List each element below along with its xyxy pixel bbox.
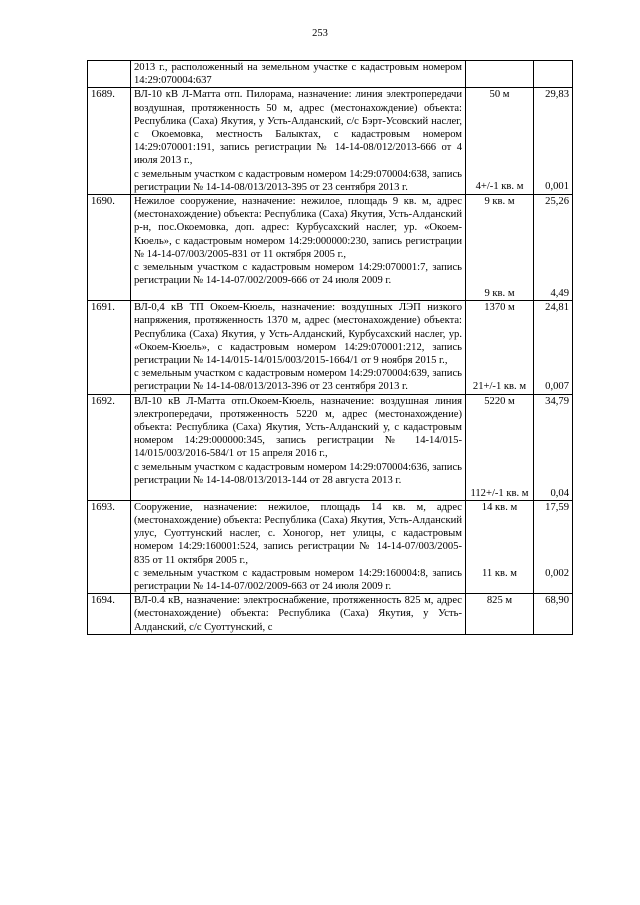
object-quantity: 9 кв. м (484, 196, 515, 208)
table-row (88, 195, 573, 301)
land-quantity: 21+/-1 кв. м (472, 381, 527, 393)
object-description: Нежилое сооружение, назначение: нежилое, площадь 9 кв. м, адрес (местонахождение) объекта: Республика (Саха) Якутия, Усть-Алданский р-н, пос.Окоемовка, доп. адрес: Курбусахский наслег, ур. «Окоем-Кюель», с кадастровым номером 14:29:000000:230, запись регистрации № 14-14-07/003/2005-831 от 11 октября 2005 г., (134, 196, 462, 260)
row-value (534, 500, 573, 593)
object-value: 34,79 (545, 395, 569, 407)
row-value (534, 301, 573, 394)
land-plot-description: с земельным участком с кадастровым номером 14:29:070004:636, запись регистрации № 14-14-08/013/2013-144 от 28 августа 2013 г. (134, 461, 462, 486)
land-quantity: 11 кв. м (482, 567, 517, 579)
land-plot-description: с земельным участком с кадастровым номером 14:29:070004:639, запись регистрации № 14-14-08/013/2013-396 от 23 сентября 2013 г. (134, 368, 462, 393)
object-value: 25,26 (545, 196, 569, 208)
table-row (88, 88, 573, 195)
page-number: 253 (312, 28, 328, 39)
object-value: 17,59 (545, 501, 569, 513)
row-value (534, 61, 573, 88)
land-plot-description: с земельным участком с кадастровым номером 14:29:070001:7, запись регистрации № 14-14-07/002/2009-666 от 24 июля 2009 г. (134, 262, 462, 287)
land-plot-description: с земельным участком с кадастровым номером 14:29:070004:638, запись регистрации № 14-14-08/013/2013-395 от 23 сентября 2013 г. (134, 168, 462, 193)
land-value: 0,007 (545, 381, 569, 393)
row-quantity (466, 394, 534, 500)
table-row (88, 594, 573, 635)
land-value: 0,002 (545, 567, 569, 579)
row-description (131, 301, 466, 394)
object-description: ВЛ-10 кВ Л-Матта отп.Окоем-Кюель, назначение: воздушная линия электропередачи, протяженность 5220 м, адрес (местонахождение) объекта: Республика (Саха) Якутия, Усть-Алданский у, с кадастровым номером 14:29:000000:345, запись регистрации № 14-14/015-14/015/003/2016-584/1 от 15 апреля 2016 г., (134, 395, 462, 460)
row-description (131, 394, 466, 500)
row-value: 68,90 (534, 594, 573, 635)
land-value: 0,04 (550, 487, 569, 499)
row-number: 1690. (88, 195, 131, 301)
row-description (131, 500, 466, 593)
land-quantity: 4+/-1 кв. м (475, 181, 524, 193)
registry-table (87, 60, 573, 635)
row-number: 1691. (88, 301, 131, 394)
land-plot-description: с земельным участком с кадастровым номером 14:29:160004:8, запись регистрации № 14-14-07/002/2009-663 от 24 июля 2009 г. (134, 567, 462, 593)
row-description (131, 195, 466, 301)
table-row (88, 301, 573, 394)
row-number: 1694. (88, 594, 131, 635)
row-number: 1689. (88, 88, 131, 195)
table-row (88, 61, 573, 88)
row-value (534, 195, 573, 301)
land-quantity: 112+/-1 кв. м (470, 487, 529, 499)
object-value: 24,81 (545, 302, 569, 314)
row-number (88, 61, 131, 88)
object-quantity: 5220 м (484, 395, 515, 407)
row-quantity (466, 195, 534, 301)
object-description: Сооружение, назначение: нежилое, площадь 14 кв. м, адрес (местонахождение) объекта: Республика (Саха) Якутия, Усть-Алданский улус, Суоттунский наслег, с. Хоногор, нет улицы, с кадастровым номером 14:29:160001:524, запись регистрации № 14-14-07/003/2005-835 от 11 октября 2005 г., (134, 501, 462, 566)
object-description: ВЛ-0.4 кВ, назначение: электроснабжение, протяженность 825 м, адрес (местонахождение) объекта: Республика (Саха) Якутия, у Усть-Алданский, с/с Суоттунский, с (134, 595, 462, 633)
row-value (534, 394, 573, 500)
row-description (131, 88, 466, 195)
table-row (88, 394, 573, 500)
land-value: 4,49 (550, 288, 569, 300)
row-quantity: 825 м (466, 594, 534, 635)
row-quantity (466, 500, 534, 593)
object-value: 29,83 (545, 89, 569, 101)
object-description: ВЛ-10 кВ Л-Матта отп. Пилорама, назначение: линия электропередачи воздушная, протяженность 50 м, адрес (местонахождение) объекта: Республика (Саха) Якутия, у Усть-Алданский, с/с Бэрт-Усовский наслег, с Окоемовка, местность Балыктах, с кадастровым номером 14:29:070001:191, запись регистрации № 14-14-08/012/2013-666 от 4 июля 2013 г., (134, 89, 462, 167)
row-value (534, 88, 573, 195)
land-quantity: 9 кв. м (484, 288, 515, 300)
object-quantity: 1370 м (484, 302, 515, 314)
row-quantity (466, 88, 534, 195)
object-quantity: 50 м (489, 89, 510, 101)
row-description: 2013 г., расположенный на земельном участке с кадастровым номером 14:29:070004:637 (131, 61, 466, 88)
object-quantity: 14 кв. м (481, 501, 518, 513)
row-number: 1693. (88, 500, 131, 593)
row-quantity (466, 301, 534, 394)
table-row (88, 500, 573, 593)
object-description: ВЛ-0,4 кВ ТП Окоем-Кюель, назначение: воздушных ЛЭП низкого напряжения, протяженность 1370 м, адрес (местонахождение) объекта: Республика (Саха) Якутия, у Усть-Алданский, Курбусахский наслег, ур. «Окоем-Кюель», с кадастровым номером 14:29:070001:212, запись регистрации № 14-14/015-14/015/003/2015-1664/1 от 9 ноября 2015 г., (134, 302, 462, 367)
row-number: 1692. (88, 394, 131, 500)
row-description (131, 594, 466, 635)
land-value: 0,001 (545, 181, 569, 193)
row-quantity (466, 61, 534, 88)
